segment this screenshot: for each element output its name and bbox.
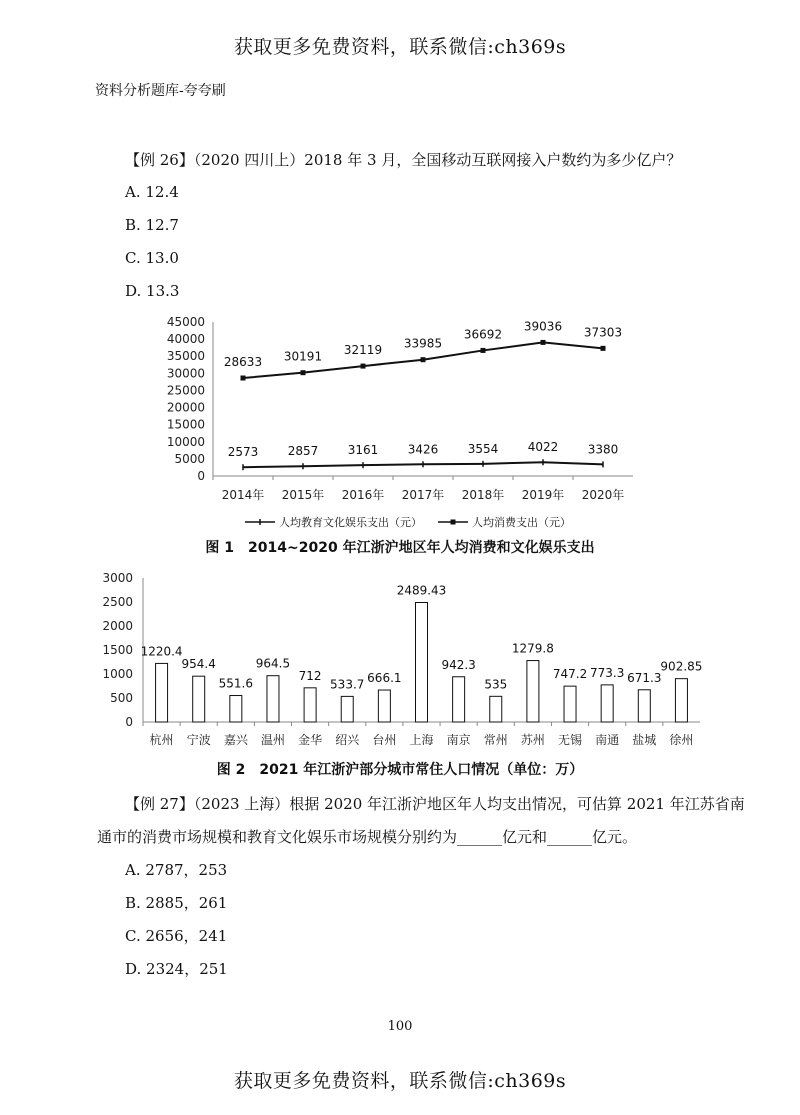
data-label: 37303 — [583, 325, 623, 340]
q27-stem-line1: 【例 27】（2023 上海）根据 2020 年江浙沪地区年人均支出情况，可估算 2021 年江苏省南 — [125, 795, 745, 813]
data-label: 30191 — [283, 349, 323, 364]
data-label: 2857 — [287, 444, 319, 459]
x-tick-label: 台州 — [372, 733, 397, 747]
top-banner: 获取更多免费资料，联系微信:ch369s — [233, 36, 567, 58]
bar-绍兴 — [341, 696, 353, 722]
bar-无锡 — [564, 686, 576, 722]
y-tick-label: 45000 — [166, 315, 205, 329]
x-tick-label: 南京 — [446, 733, 471, 747]
q27-option-d: D. 2324，251 — [125, 960, 228, 978]
bar-盐城 — [638, 690, 650, 722]
x-tick-label: 2019年 — [521, 488, 565, 502]
bar-嘉兴 — [230, 696, 242, 722]
x-tick-label: 苏州 — [520, 733, 545, 747]
x-tick-label: 2015年 — [281, 488, 325, 502]
x-tick-label: 2018年 — [461, 488, 505, 502]
bar-杭州 — [156, 663, 168, 722]
bar-南京 — [453, 677, 465, 722]
page-subtitle: 资料分析题库-夸夸刷 — [95, 83, 226, 99]
bar-宁波 — [193, 676, 205, 722]
y-tick-label: 40000 — [166, 332, 205, 347]
bar-value-label: 773.3 — [589, 665, 625, 680]
bar-常州 — [490, 696, 502, 722]
y-tick-label: 35000 — [166, 349, 205, 364]
x-tick-label: 徐州 — [669, 733, 694, 747]
bar-value-label: 1220.4 — [140, 644, 183, 659]
data-point — [481, 348, 486, 353]
q27-option-c: C. 2656，241 — [125, 927, 228, 945]
bar-value-label: 671.3 — [627, 670, 662, 685]
x-tick-label: 金华 — [298, 733, 323, 747]
data-label: 33985 — [403, 336, 443, 351]
y-tick-label: 25000 — [166, 383, 205, 398]
bottom-banner: 获取更多免费资料，联系微信:ch369s — [233, 1070, 567, 1092]
q26-option-c: C. 13.0 — [125, 249, 179, 267]
bar-value-label: 747.2 — [552, 667, 588, 682]
bar-chart-figure2 — [0, 570, 800, 755]
x-tick-label: 常州 — [483, 733, 508, 747]
data-point — [421, 357, 426, 362]
q27-stem-line2: 通市的消费市场规模和教育文化娱乐市场规模分别约为______亿元和______亿元。 — [97, 828, 638, 846]
bar-value-label: 535 — [484, 677, 508, 692]
bar-value-label: 954.4 — [181, 657, 216, 672]
data-label: 3161 — [347, 443, 379, 458]
bar-value-label: 533.7 — [330, 677, 365, 692]
data-point — [301, 370, 306, 375]
q26-option-a: A. 12.4 — [125, 183, 179, 201]
bar-value-label: 551.6 — [218, 676, 254, 691]
data-label: 36692 — [463, 327, 503, 342]
y-tick-label: 0 — [125, 715, 133, 729]
x-tick-label: 上海 — [409, 733, 434, 747]
bar-南通 — [601, 685, 613, 722]
y-tick-label: 10000 — [166, 434, 205, 449]
figure1-caption: 图 1 2014~2020 年江浙沪地区年人均消费和文化娱乐支出 — [205, 540, 595, 556]
x-tick-label: 杭州 — [149, 733, 174, 747]
bar-温州 — [267, 676, 279, 722]
x-tick-label: 2020年 — [581, 488, 625, 502]
x-tick-label: 温州 — [260, 733, 285, 747]
data-point — [541, 340, 546, 345]
x-tick-label: 2016年 — [341, 488, 385, 502]
bar-value-label: 2489.43 — [396, 583, 447, 598]
x-tick-label: 绍兴 — [335, 733, 360, 747]
q27-option-b: B. 2885，261 — [125, 894, 228, 912]
bar-上海 — [416, 603, 428, 722]
y-tick-label: 2000 — [102, 619, 133, 633]
y-tick-label: 15000 — [166, 417, 205, 432]
bar-value-label: 1279.8 — [511, 641, 554, 656]
y-tick-label: 20000 — [166, 400, 205, 415]
bar-苏州 — [527, 661, 539, 722]
q26-option-b: B. 12.7 — [125, 216, 179, 234]
bar-value-label: 942.3 — [441, 657, 476, 672]
bar-value-label: 964.5 — [255, 656, 291, 671]
y-tick-label: 0 — [197, 469, 205, 483]
bar-徐州 — [675, 679, 687, 722]
data-label: 2573 — [227, 445, 259, 460]
data-label: 28633 — [223, 355, 263, 370]
x-tick-label: 嘉兴 — [223, 733, 248, 747]
y-tick-label: 1500 — [102, 643, 133, 657]
legend-label-2: 人均消费支出（元） — [472, 516, 571, 529]
y-tick-label: 2500 — [102, 595, 133, 609]
y-tick-label: 3000 — [102, 571, 133, 585]
page-number: 100 — [387, 1019, 413, 1034]
bar-value-label: 902.85 — [660, 659, 703, 674]
x-tick-label: 宁波 — [186, 733, 211, 747]
q27-option-a: A. 2787，253 — [125, 861, 228, 879]
data-label: 3426 — [407, 442, 439, 457]
q26-option-d: D. 13.3 — [125, 282, 180, 300]
data-label: 3380 — [587, 442, 619, 457]
bar-value-label: 666.1 — [367, 671, 402, 686]
data-point — [361, 364, 366, 369]
x-tick-label: 盐城 — [632, 733, 657, 747]
x-tick-label: 南通 — [595, 733, 620, 747]
data-point — [241, 376, 246, 381]
data-label: 3554 — [467, 441, 499, 456]
y-tick-label: 500 — [110, 691, 133, 705]
x-tick-label: 2017年 — [401, 488, 445, 502]
bar-value-label: 712 — [298, 668, 322, 683]
data-point — [601, 346, 606, 351]
line-chart-figure1 — [0, 310, 800, 535]
legend-marker-2 — [451, 520, 456, 525]
legend-label-1: 人均教育文化娱乐支出（元） — [279, 516, 422, 529]
y-tick-label: 30000 — [166, 366, 205, 381]
x-tick-label: 2014年 — [221, 488, 265, 502]
data-label: 4022 — [527, 440, 559, 455]
x-tick-label: 无锡 — [558, 733, 583, 747]
bar-台州 — [378, 690, 390, 722]
data-label: 39036 — [523, 319, 563, 334]
y-tick-label: 5000 — [174, 451, 205, 466]
figure2-caption: 图 2 2021 年江浙沪部分城市常住人口情况（单位：万） — [216, 762, 584, 778]
q26-stem: 【例 26】（2020 四川上）2018 年 3 月，全国移动互联网接入户数约为多少亿户？ — [125, 151, 682, 169]
data-label: 32119 — [343, 343, 383, 358]
bar-金华 — [304, 688, 316, 722]
y-tick-label: 1000 — [102, 667, 133, 681]
